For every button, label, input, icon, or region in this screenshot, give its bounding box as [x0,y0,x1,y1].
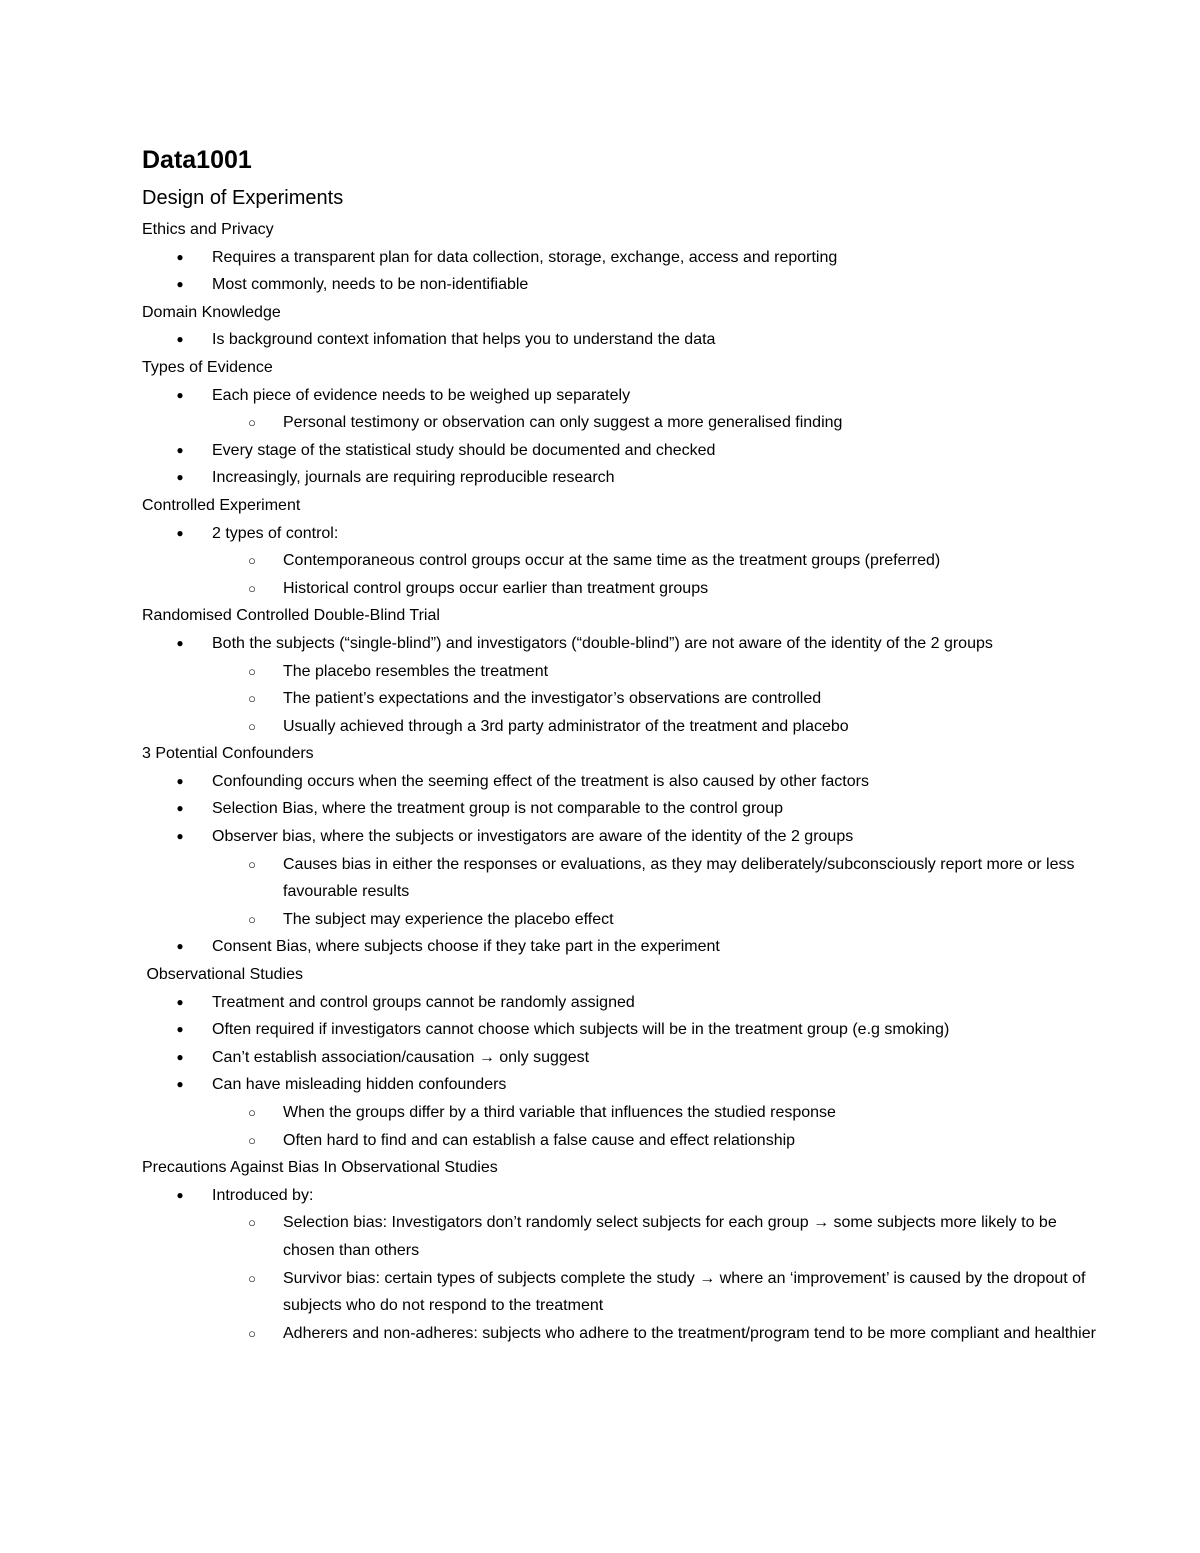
section-heading: Controlled Experiment [142,496,301,514]
bullet-text: Can’t establish association/causation → only suggest [212,1048,590,1066]
bullet-text: Causes bias in either the responses or evaluations, as they may deliberately/subconsciously report more or less favourable results [283,855,1075,901]
sub-bullet-item [142,1099,1102,1127]
sub-bullet-item [142,1127,1102,1155]
filled-bullet-icon: ● [176,801,184,816]
hollow-bullet-icon: ○ [248,553,256,569]
notes-body [142,216,1102,1347]
section-heading: Randomised Controlled Double-Blind Trial [142,607,440,625]
document-title: Data1001 [142,146,252,174]
filled-bullet-icon: ● [176,277,184,292]
filled-bullet-icon: ● [176,1077,184,1092]
sub-bullet-item [142,575,1102,603]
bullet-item [142,437,1102,465]
filled-bullet-icon: ● [176,249,184,264]
filled-bullet-icon: ● [176,1187,184,1202]
bullet-text: Increasingly, journals are requiring reproducible research [212,469,615,487]
bullet-text: Is background context infomation that helps you to understand the data [212,331,716,349]
bullet-text: Selection Bias, where the treatment group is not comparable to the control group [212,800,783,818]
hollow-bullet-icon: ○ [248,911,256,927]
bullet-item [142,823,1102,851]
bullet-text: Historical control groups occur earlier than treatment groups [283,579,709,597]
bullet-item [142,271,1102,299]
sub-bullet-item [142,906,1102,934]
bullet-text: Introduced by: [212,1186,314,1204]
hollow-bullet-icon: ○ [248,718,256,734]
filled-bullet-icon: ● [176,442,184,457]
sub-bullet-item [142,1209,1102,1264]
hollow-bullet-icon: ○ [248,1105,256,1120]
hollow-bullet-icon: ○ [248,1270,256,1286]
bullet-text: Adherers and non-adheres: subjects who adhere to the treatment/program tend to be more compliant and healthier [283,1324,1096,1342]
bullet-item [142,768,1102,796]
bullet-text: Often hard to find and can establish a false cause and effect relationship [283,1131,796,1149]
section-heading: Domain Knowledge [142,303,281,321]
hollow-bullet-icon: ○ [248,1132,256,1148]
filled-bullet-icon: ● [176,332,184,347]
bullet-item [142,464,1102,492]
sub-bullet-item [142,658,1102,686]
section-heading: Ethics and Privacy [142,221,274,238]
filled-bullet-icon: ● [176,1049,184,1064]
bullet-text: Confounding occurs when the seeming effect of the treatment is also caused by other factors [212,772,869,790]
bullet-item [142,326,1102,354]
bullet-text: The placebo resembles the treatment [283,662,549,680]
filled-bullet-icon: ● [176,470,184,485]
filled-bullet-icon: ● [176,994,184,1009]
bullet-text: When the groups differ by a third variable that influences the studied response [283,1104,836,1121]
hollow-bullet-icon: ○ [248,1215,256,1231]
bullet-text: Most commonly, needs to be non-identifiable [212,276,529,294]
filled-bullet-icon: ● [176,635,184,650]
section-heading: Types of Evidence [142,358,273,376]
bullet-item [142,1044,1102,1072]
section-heading: Observational Studies [142,966,303,984]
sub-bullet-item [142,409,1102,437]
hollow-bullet-icon: ○ [248,663,256,679]
bullet-text: The subject may experience the placebo effect [283,910,614,928]
bullet-item [142,795,1102,823]
hollow-bullet-icon: ○ [248,691,256,707]
bullet-text: Usually achieved through a 3rd party administrator of the treatment and placebo [283,717,849,735]
bullet-item [142,933,1102,961]
bullet-item [142,244,1102,272]
bullet-item [142,1016,1102,1044]
sub-bullet-item [142,713,1102,741]
bullet-text: Often required if investigators cannot choose which subjects will be in the treatment group (e.g smoking) [212,1021,950,1039]
bullet-text: Observer bias, where the subjects or investigators are aware of the identity of the 2 groups [212,828,854,846]
bullet-item [142,520,1102,548]
bullet-text: Both the subjects (“single-blind”) and investigators (“double-blind”) are not aware of the identity of the 2 groups [212,634,993,652]
hollow-bullet-icon: ○ [248,415,256,431]
hollow-bullet-icon: ○ [248,1325,256,1341]
sub-bullet-item [142,851,1102,906]
bullet-text: Survivor bias: certain types of subjects complete the study → where an ‘improvement’ is caused by the dropout of subjects who do not respond to the treatment [283,1269,1086,1315]
bullet-item [142,382,1102,410]
bullet-text: Can have misleading hidden confounders [212,1076,507,1094]
filled-bullet-icon: ● [176,387,184,402]
document-subtitle: Design of Experiments [142,187,344,209]
section-heading: Precautions Against Bias In Observational Studies [142,1159,498,1177]
section-heading: 3 Potential Confounders [142,745,314,763]
filled-bullet-icon: ● [176,525,184,540]
filled-bullet-icon: ● [176,773,184,788]
bullet-text: The patient’s expectations and the investigator’s observations are controlled [283,690,822,708]
bullet-text: Contemporaneous control groups occur at the same time as the treatment groups (preferred) [283,552,941,570]
bullet-text: Each piece of evidence needs to be weighed up separately [212,386,631,404]
hollow-bullet-icon: ○ [248,856,256,872]
sub-bullet-item [142,547,1102,575]
sub-bullet-item [142,1320,1102,1348]
bullet-text: Selection bias: Investigators don’t randomly select subjects for each group → some subjects more likely to be chosen than others [283,1214,1057,1259]
bullet-item [142,630,1102,658]
bullet-item [142,989,1102,1017]
filled-bullet-icon: ● [176,829,184,844]
sub-bullet-item [142,1265,1102,1320]
document-page [142,140,1102,1347]
hollow-bullet-icon: ○ [248,580,256,596]
bullet-text: Requires a transparent plan for data collection, storage, exchange, access and reporting [212,248,838,266]
bullet-item [142,1071,1102,1099]
bullet-item [142,1182,1102,1210]
bullet-text: Consent Bias, where subjects choose if they take part in the experiment [212,938,720,956]
filled-bullet-icon: ● [176,939,184,954]
bullet-text: Treatment and control groups cannot be randomly assigned [212,993,635,1011]
sub-bullet-item [142,685,1102,713]
bullet-text: Every stage of the statistical study should be documented and checked [212,441,716,459]
bullet-text: Personal testimony or observation can only suggest a more generalised finding [283,414,843,432]
bullet-text: 2 types of control: [212,524,339,542]
filled-bullet-icon: ● [176,1022,184,1037]
